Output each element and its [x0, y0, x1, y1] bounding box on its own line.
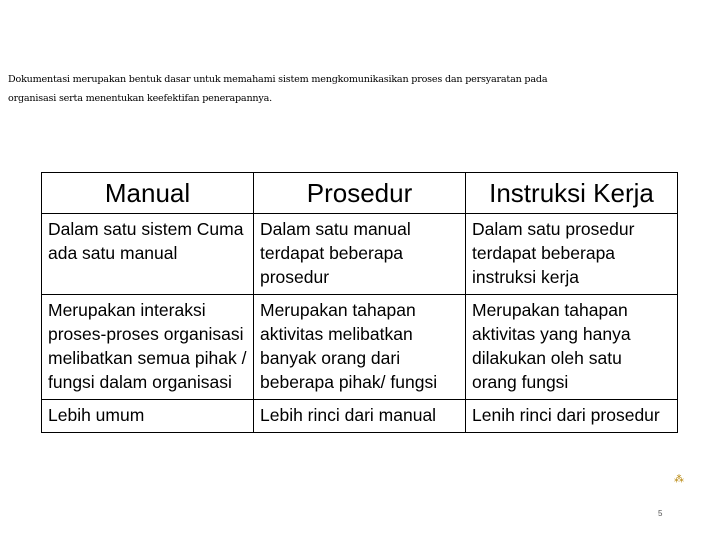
table-cell: Lenih rinci dari prosedur	[466, 400, 678, 433]
table-cell: Merupakan tahapan aktivitas yang hanya dilakukan oleh satu orang fungsi	[466, 295, 678, 400]
table-row	[42, 400, 678, 433]
intro-paragraph	[8, 70, 648, 108]
comparison-table	[41, 172, 678, 433]
table-cell: Dalam satu sistem Cuma ada satu manual	[42, 214, 254, 295]
table-cell: Lebih umum	[42, 400, 254, 433]
table-cell: Lebih rinci dari manual	[254, 400, 466, 433]
table-cell: Merupakan interaksi proses-proses organisasi melibatkan semua pihak / fungsi dalam organisasi	[42, 295, 254, 400]
header-manual: Manual	[42, 173, 254, 214]
table-cell: Dalam satu manual terdapat beberapa prosedur	[254, 214, 466, 295]
header-prosedur: Prosedur	[254, 173, 466, 214]
intro-line-1: Dokumentasi merupakan bentuk dasar untuk memahami sistem mengkomunikasikan proses dan persyaratan pada	[8, 74, 548, 85]
table-cell: Merupakan tahapan aktivitas melibatkan banyak orang dari beberapa pihak/ fungsi	[254, 295, 466, 400]
table-row	[42, 295, 678, 400]
header-instruksi-kerja: Instruksi Kerja	[466, 173, 678, 214]
table-cell: Dalam satu prosedur terdapat beberapa instruksi kerja	[466, 214, 678, 295]
table-header-row	[42, 173, 678, 214]
table-row	[42, 214, 678, 295]
intro-line-2: organisasi serta menentukan keefektifan penerapannya.	[8, 93, 272, 104]
page-number: 5	[658, 509, 663, 518]
decorative-mark-icon: ⁂	[674, 474, 684, 485]
